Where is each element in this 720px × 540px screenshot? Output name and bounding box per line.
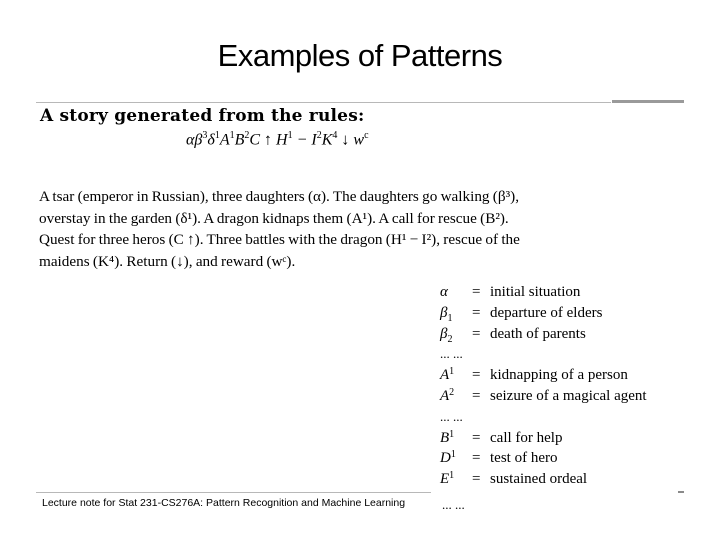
- legend-symbol: [440, 324, 452, 347]
- legend-symbol: [440, 303, 452, 326]
- legend-symbol: [440, 386, 454, 409]
- footer-ellipsis: ... ...: [442, 497, 465, 512]
- formula-symbol: β: [194, 131, 203, 149]
- legend-symbol: [440, 428, 454, 451]
- legend-equals: =: [472, 450, 481, 467]
- formula-symbol: ↓ w: [337, 131, 365, 149]
- story-paragraph: [39, 186, 614, 272]
- legend-equals: =: [472, 387, 481, 404]
- story-line: overstay in the garden (δ¹). A dragon kidnaps them (A¹). A call for rescue (B²).: [39, 209, 509, 227]
- formula-symbol: B: [234, 131, 245, 149]
- formula-superscript: 1: [214, 130, 220, 141]
- formula-superscript: 2: [316, 130, 322, 141]
- legend-description: seizure of a magical agent: [490, 387, 647, 404]
- legend-symbol-index: 1: [449, 428, 455, 440]
- legend-ellipsis-text: ... ...: [440, 408, 463, 424]
- formula-superscript: 2: [244, 130, 250, 141]
- legend-symbol-index: 1: [447, 312, 453, 324]
- formula-superscript: 3: [202, 130, 208, 141]
- legend-symbol: [440, 365, 454, 388]
- legend-description: initial situation: [490, 284, 581, 300]
- legend-symbol: [440, 469, 454, 492]
- legend-symbol-index: 1: [449, 366, 455, 378]
- formula-symbol: − I: [292, 131, 317, 149]
- legend-symbol-base: β: [440, 325, 448, 342]
- legend-equals: =: [472, 284, 481, 300]
- legend-symbol-base: E: [440, 471, 450, 488]
- formula-symbol: α: [186, 131, 195, 149]
- legend-description: kidnapping of a person: [490, 367, 628, 384]
- story-line: A tsar (emperor in Russian), three daughters (α). The daughters go walking (β³),: [39, 188, 519, 205]
- formula-symbol: K: [321, 131, 333, 149]
- formula-superscript: 1: [229, 130, 235, 141]
- story-line: maidens (K⁴). Return (↓), and reward (wᶜ).: [39, 252, 296, 270]
- legend-equals: =: [472, 471, 481, 488]
- legend-symbol-base: A: [440, 387, 450, 404]
- legend-symbol-base: β: [440, 304, 448, 321]
- legend-symbol-index: 2: [449, 386, 455, 398]
- legend-symbol-index: 2: [447, 333, 453, 345]
- formula-superscript: c: [364, 130, 369, 141]
- legend-equals: =: [472, 304, 481, 321]
- formula-superscript: 4: [332, 130, 338, 141]
- legend-symbol-base: A: [440, 367, 450, 384]
- bottom-divider-accent: [678, 491, 684, 493]
- legend-description: test of hero: [490, 450, 558, 467]
- legend-equals: =: [472, 429, 481, 446]
- legend-equals: =: [472, 325, 481, 342]
- formula-superscript: 1: [287, 130, 293, 141]
- footer-text: Lecture note for Stat 231-CS276A: Pattern Recognition and Machine Learning: [42, 497, 406, 509]
- top-divider: [36, 102, 611, 103]
- story-line: Quest for three heros (C ↑). Three battles with the dragon (H¹ − I²), rescue of the: [39, 231, 520, 248]
- legend-description: death of parents: [490, 325, 586, 342]
- legend-symbol-base: B: [440, 429, 450, 446]
- legend-equals: =: [472, 367, 481, 384]
- formula-symbol: A: [219, 131, 230, 149]
- legend-symbol-base: D: [440, 450, 451, 467]
- legend-description: call for help: [490, 429, 563, 446]
- legend-description: departure of elders: [490, 304, 603, 321]
- formula-symbol: δ: [207, 131, 215, 149]
- formula-symbol: C ↑ H: [249, 131, 288, 149]
- story-heading: A story generated from the rules:: [40, 106, 365, 126]
- bottom-divider: [36, 492, 431, 493]
- top-divider-accent: [612, 100, 684, 103]
- slide-title: Examples of Patterns: [217, 38, 503, 73]
- legend-symbol-index: 1: [449, 470, 455, 482]
- legend-symbol-index: 1: [450, 449, 456, 461]
- legend-description: sustained ordeal: [490, 471, 588, 488]
- rule-formula: [186, 130, 369, 149]
- legend-symbol: [440, 448, 456, 471]
- legend-symbol: [440, 282, 448, 303]
- legend-ellipsis-text: ... ...: [440, 346, 463, 362]
- legend-symbol-base: α: [440, 284, 448, 300]
